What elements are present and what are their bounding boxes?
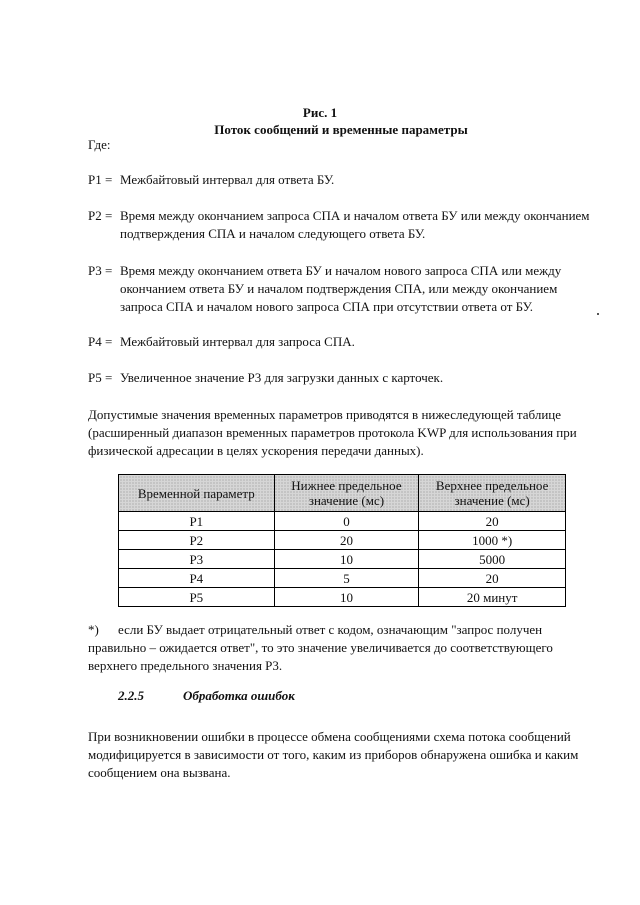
table-header-cell: Временной параметр xyxy=(119,475,275,512)
table-cell: 20 xyxy=(274,531,419,550)
table-cell: 5 xyxy=(274,569,419,588)
footnote-text: если БУ выдает отрицательный ответ с кодом, означающим "запрос получен правильно – ожидается ответ", то это значение увеличивается до соответствующего верхнего предельного значения P3. xyxy=(88,622,553,673)
table-cell: P4 xyxy=(119,569,275,588)
table-cell: 20 xyxy=(419,569,566,588)
table-cell: P5 xyxy=(119,588,275,607)
timing-table xyxy=(118,474,566,607)
table-cell: P1 xyxy=(119,512,275,531)
table-row xyxy=(119,512,566,531)
definition-code: P1 = xyxy=(88,172,113,187)
definition-text: Время между окончанием ответа БУ и началом нового запроса СПА или между окончанием ответа БУ и началом подтверждения СПА, или между окончанием запроса СПА и началом нового запроса СПА при отсутствии ответа от БУ. xyxy=(120,263,562,314)
closing-paragraph: При возникновении ошибки в процессе обмена сообщениями схема потока сообщений модифицируется в зависимости от того, каким из приборов обнаружена ошибка и каким сообщением она вызвана. xyxy=(88,729,579,780)
definition-p1 xyxy=(88,171,598,188)
figure-caption: Рис. 1 xyxy=(302,105,338,120)
table-header-cell: Верхнее предельное значение (мс) xyxy=(419,475,566,512)
definition-text: Время между окончанием запроса СПА и началом ответа БУ или между окончанием подтверждения СПА и началом следующего ответа БУ. xyxy=(120,208,590,241)
definition-code: P3 = xyxy=(88,263,113,278)
scan-speck xyxy=(597,313,599,315)
table-cell: 20 xyxy=(419,512,566,531)
definition-p4 xyxy=(88,333,598,350)
section-number: 2.2.5 xyxy=(118,688,144,703)
table-row xyxy=(119,531,566,550)
table-cell: 20 минут xyxy=(419,588,566,607)
table-cell: P3 xyxy=(119,550,275,569)
figure-title: Поток сообщений и временные параметры xyxy=(214,122,468,137)
table-cell: 5000 xyxy=(419,550,566,569)
table-cell: P2 xyxy=(119,531,275,550)
table-row xyxy=(119,569,566,588)
definition-code: P2 = xyxy=(88,208,113,223)
table-row xyxy=(119,550,566,569)
definition-code: P4 = xyxy=(88,334,113,349)
definition-p5 xyxy=(88,369,598,386)
table-cell: 1000 *) xyxy=(419,531,566,550)
definition-p2 xyxy=(88,207,598,243)
intro-paragraph: Допустимые значения временных параметров приводятся в нижеследующей таблице (расширенный диапазон временных параметров протокола KWP для использования при физической адресации в целях ускорения передачи данных). xyxy=(88,407,577,458)
definition-code: P5 = xyxy=(88,370,113,385)
definition-text: Межбайтовый интервал для запроса СПА. xyxy=(120,334,355,349)
table-row xyxy=(119,588,566,607)
where-label: Где: xyxy=(88,137,111,152)
table-cell: 10 xyxy=(274,588,419,607)
definition-text: Межбайтовый интервал для ответа БУ. xyxy=(120,172,335,187)
definition-p3 xyxy=(88,262,598,316)
table-cell: 0 xyxy=(274,512,419,531)
footnote-marker: *) xyxy=(88,622,99,637)
section-title: Обработка ошибок xyxy=(183,688,295,703)
definition-text: Увеличенное значение P3 для загрузки данных с карточек. xyxy=(120,370,444,385)
table-cell: 10 xyxy=(274,550,419,569)
table-header-row xyxy=(119,475,566,512)
table-header-cell: Нижнее предельное значение (мс) xyxy=(274,475,419,512)
